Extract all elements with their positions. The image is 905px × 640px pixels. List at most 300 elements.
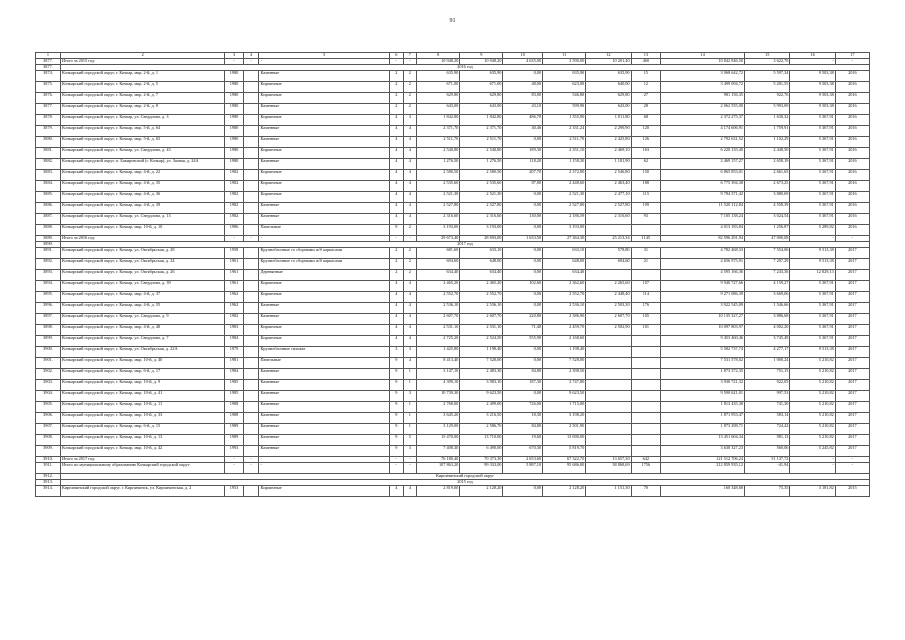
table-cell: 3 193,00 [460,225,503,236]
table-cell: 1 842,80 [460,115,503,126]
table-cell: 3 216,50 [460,413,503,424]
table-cell: 4 [403,281,417,292]
table-cell: Кочкарский городской округ, г. Кочкар, мкр. 6-й, д. 17 [60,369,225,380]
table-cell: 2 521,30 [460,192,503,203]
table-cell: 76 180,40 [417,457,460,463]
table-cell: 629,80 [586,93,631,104]
table-row [36,270,870,281]
table-cell: 635,90 [417,71,460,82]
table-cell: 2017 [835,413,869,424]
table-cell: 2 499,00 [460,402,503,413]
table-cell: 1961 [225,270,243,281]
table-cell: 2 425,80 [586,137,631,148]
table-cell: 5 367,91 [790,192,835,203]
table-cell: 3892. [36,259,61,270]
column-number-cell: 15 [745,53,790,59]
table-cell [243,413,259,424]
row-number-cell: 3877. [36,65,61,71]
table-cell: 2 062 555,00 [661,104,745,115]
section-label: 2015 год [60,480,869,486]
table-cell: 2016 [835,214,869,225]
table-cell: Каменные [259,214,389,225]
table-cell: 0,00 [503,137,543,148]
table-cell: 82 596 291,94 [661,236,745,242]
table-cell: 997,53 [745,391,790,402]
table-cell: Кочкарский городской округ, г. Кочкар, мкр. 5-й, д. 65 [60,137,225,148]
table-row [36,369,870,380]
section-label: 2017 год [60,242,869,248]
table-cell [243,402,259,413]
table-cell: 5 210,82 [790,435,835,446]
table-cell: - [403,457,417,463]
table-cell: Кочкарский городской округ, г. Кочкар, ул. Свердлова, д. 9 [60,314,225,325]
table-cell: 4 [403,292,417,303]
table-cell: Кочкарский городской округ, г. Кочкар, мкр. 4-й, д. 36 [60,192,225,203]
table-cell: 3914. [36,486,61,497]
table-cell: 220,80 [503,314,543,325]
table-cell: 1988 [225,413,243,424]
table-row [36,82,870,93]
table-cell: 212 859 935,12 [661,463,745,474]
table-cell: 633,10 [460,248,503,259]
table-cell: 1 759,91 [745,126,790,137]
table-cell: 207,70 [503,170,543,181]
table-cell: 84,80 [503,424,543,435]
table-cell: 9 623,50 [543,391,586,402]
table-cell: 0,00 [503,270,543,281]
table-cell: 2 386,90 [543,314,586,325]
table-cell: 2 586,70 [460,424,503,435]
table-cell: 1 355,90 [543,115,586,126]
table-cell: 0,00 [503,347,543,358]
table-cell: - [790,236,835,242]
table-cell: 3906. [36,413,61,424]
table-cell: 3877. [36,59,61,65]
table-cell: Кочкарский городской округ, г. Кочкар, ул. Свердлова, д. 43 [60,148,225,159]
table-cell: 4 [389,281,403,292]
table-cell: 2016 [835,203,869,214]
table-cell: 629,80 [417,93,460,104]
table-row [36,486,870,497]
table-cell: 741,30 [745,402,790,413]
table-cell: 4 595 166,36 [661,270,745,281]
table-row [36,424,870,435]
table-cell [631,413,661,424]
table-cell: 6 220 135,40 [661,148,745,159]
table-cell: 3893. [36,270,61,281]
table-row [36,71,870,82]
table-cell: 9 [389,435,403,446]
table-cell: Кочкарский городской округ, г. Кочкар, мкр. 4-й, д. 48 [60,325,225,336]
table-cell: 724,42 [745,424,790,435]
table-cell [631,380,661,391]
table-cell: 2 [389,82,403,93]
table-cell: 3 193,00 [417,225,460,236]
table-cell: Кочкарский городской округ, г. Кочкар, мкр. 4-й, д. 22 [60,170,225,181]
table-cell: 3876. [36,93,61,104]
column-number-cell: 14 [661,53,745,59]
table-cell: 635,90 [586,71,631,82]
table-cell: 694,60 [417,259,460,270]
table-cell [631,446,661,457]
table-cell: 694,60 [586,259,631,270]
table-cell: Кочкарский городской округ, г. Кочкар, мкр. 4-й, д. 55 [60,303,225,314]
table-cell [243,369,259,380]
table-cell: 2 186,59 [543,214,586,225]
table-cell: 2 546,80 [586,170,631,181]
table-cell: Кочкарский городской округ, г. Кочкар, мкр. 10-й, д. 9 [60,380,225,391]
table-cell: 2 448,50 [745,148,790,159]
table-cell: 3883. [36,170,61,181]
table-cell: 1979 [225,347,243,358]
table-cell: 2 819,00 [417,486,460,497]
table-cell: 2 459,70 [543,325,586,336]
table-cell: 12 [631,82,661,93]
table-cell: 4 [389,325,403,336]
table-cell: - [835,463,869,474]
table-cell: 15 [631,71,661,82]
table-cell: 3 745,49 [745,336,790,347]
table-cell [586,391,631,402]
table-cell: 3894. [36,281,61,292]
table-cell: 1989 [225,435,243,446]
table-cell: Кирпичные [259,181,389,192]
table-cell: 9 453 460,46 [661,336,745,347]
table-cell: 10 948,20 [417,59,460,65]
table-cell: 3902. [36,369,61,380]
table-cell: 2016 [835,192,869,203]
table-cell: 9 [389,413,403,424]
table-cell: 2 372 275,37 [661,115,745,126]
table-cell: Кирпичные [259,82,389,93]
table-cell: 635,90 [543,71,586,82]
table-cell: 105 [631,314,661,325]
table-cell: 67 322,70 [543,457,586,463]
table-cell: 1953 [225,486,243,497]
table-cell: 4 399,10 [417,380,460,391]
table-cell: Панельные [259,358,389,369]
table-cell: 2 [403,248,417,259]
table-cell: 2 527,80 [417,203,460,214]
table-cell: 634,40 [417,270,460,281]
table-cell: 2016 [835,71,869,82]
table-cell: 4 [389,292,403,303]
table-cell [243,203,259,214]
table-cell: 2016 [835,159,869,170]
table-cell [243,486,259,497]
table-cell [243,336,259,347]
table-cell [631,270,661,281]
table-cell: 681,60 [417,248,460,259]
table-cell: 9 784 371,42 [661,192,745,203]
table-cell: 2 527,80 [586,203,631,214]
table-cell: 2017 [835,446,869,457]
table-cell: 2 [403,225,417,236]
table-cell: Кочкарский городской округ, п. Бакировский (г. Кочкар), ул. Заовая, д. 24А [60,159,225,170]
table-cell: Итого за 2017 год: [60,457,225,463]
table-cell: 3 886,68 [745,314,790,325]
table-cell: 3 983,10 [460,380,503,391]
table-cell: 1980 [225,137,243,148]
table-row [36,259,870,270]
table-cell: 2 511,70 [460,137,503,148]
table-cell: 1982 [225,203,243,214]
table-cell: 2 535,60 [417,181,460,192]
table-cell: 7 528,00 [460,358,503,369]
table-cell: 1756 [631,463,661,474]
table-cell: Каменные [259,159,389,170]
table-cell: 1980 [225,115,243,126]
table-cell [243,303,259,314]
table-cell: 3 [389,347,403,358]
table-cell: 1 198,40 [460,347,503,358]
table-cell: 4 159,27 [745,281,790,292]
table-cell [586,347,631,358]
table-cell: 2 653,60 [503,457,543,463]
table-cell: 922,05 [745,380,790,391]
table-cell: Кирпичные [259,93,389,104]
table-cell [631,369,661,380]
table-cell: 1985 [225,391,243,402]
table-cell: 4 277,17 [745,347,790,358]
table-cell: 3900. [36,347,61,358]
table-cell: 2 531,10 [417,325,460,336]
table-cell: 3911. [36,463,61,474]
table-cell: 981,13 [745,435,790,446]
table-cell: 2 463,40 [586,181,631,192]
table-cell: 4 [389,148,403,159]
table-cell [631,336,661,347]
table-cell: 1982 [225,314,243,325]
table-cell: 5 289,82 [790,225,835,236]
table-cell [243,214,259,225]
table-cell: 5 245,82 [790,446,835,457]
table-cell: 2 [389,270,403,281]
table-cell: 0,00 [503,259,543,270]
table-cell: 2017 [835,259,869,270]
table-cell: 3889. [36,236,61,242]
table-cell [243,347,259,358]
table-cell: 9 503,38 [790,82,835,93]
table-cell: 2 [389,93,403,104]
table-cell: 2 673,25 [745,181,790,192]
table-cell: 121 512 706,24 [661,457,745,463]
table-cell: Кочкарский городской округ, г. Кочкар, мкр. 10-й, д. 40 [60,358,225,369]
table-cell: 10 948,20 [460,59,503,65]
table-cell: 4 [389,115,403,126]
table-cell: 2 465,20 [460,281,503,292]
table-cell [243,281,259,292]
table-cell: 5 210,82 [790,424,835,435]
table-cell: 1 276,50 [417,159,460,170]
table-cell: - [835,59,869,65]
table-cell: 3 [403,347,417,358]
table-cell: 1981 [225,358,243,369]
column-number-cell: 12 [586,53,631,59]
table-cell: 1961 [225,281,243,292]
table-cell: 4 [403,486,417,497]
table-cell: 28 693,00 [460,236,503,242]
table-cell: 5 367,91 [790,281,835,292]
table-row [36,137,870,148]
table-cell: 3908. [36,435,61,446]
table-cell: 5 367,91 [790,325,835,336]
table-cell: 12 829,13 [790,270,835,281]
table-row [36,303,870,314]
table-cell: 13 451 604,34 [661,435,745,446]
table-cell: Кочкарский городской округ, г. Кочкар, мкр. 10-й, д. 11 [60,402,225,413]
table-cell: 9 940 727,66 [661,281,745,292]
table-cell: - [225,236,243,242]
table-cell: 1980 [225,104,243,115]
table-cell: 1 [403,380,417,391]
table-cell: 107 863,20 [417,463,460,474]
table-cell: 2 372,80 [543,170,586,181]
table-cell: 5 367,91 [790,115,835,126]
table-cell: Кочкарский городской округ, г. Кочкар, ул. Свердлова, д. 3 [60,115,225,126]
table-cell: 3 922 545,09 [661,303,745,314]
table-cell: Кочкарский городской округ, г. Кочкар, ул. Свердлова, д. 39 [60,281,225,292]
table-row [36,325,870,336]
table-cell: 5 [403,435,417,446]
table-cell: 5 367,91 [790,137,835,148]
table-cell: 2 265,60 [586,281,631,292]
table-cell: 9 271 086,39 [661,292,745,303]
table-cell [243,71,259,82]
table-cell: 981 156,35 [661,93,745,104]
table-cell: 2 448,60 [543,181,586,192]
table-cell: 4 [403,336,417,347]
table-cell: 3898. [36,325,61,336]
table-cell: 5 367,91 [790,336,835,347]
table-cell: 599,90 [543,104,586,115]
table-cell: 578,80 [586,248,631,259]
table-cell: 1 871 953,47 [661,413,745,424]
table-cell: 2017 [835,248,869,259]
table-cell: 3879. [36,126,61,137]
table-cell: 2016 [835,126,869,137]
table-cell: 3 129,00 [417,424,460,435]
table-cell: - [389,59,403,65]
table-cell: 1 715,00 [543,402,586,413]
table-cell: 2016 [835,104,869,115]
table-cell: 1982 [225,181,243,192]
table-cell: 1 873 298,71 [661,424,745,435]
table-cell: 3 181,82 [790,486,835,497]
table-cell: 2 316,60 [460,214,503,225]
table-cell: 2 536,10 [417,303,460,314]
table-cell: 2 362,60 [543,281,586,292]
table-cell: 2 [403,82,417,93]
table-cell: 9 [389,380,403,391]
table-row [36,214,870,225]
table-cell: 1980 [225,148,243,159]
table-cell: - [790,457,835,463]
table-cell: 3 [403,446,417,457]
table-cell: 2 371,70 [417,126,460,137]
table-cell: 4 002,20 [745,325,790,336]
table-cell: - [243,236,259,242]
table-cell: Кирпичные [259,281,389,292]
table-cell: 4 [389,170,403,181]
table-cell: 1 630,32 [745,115,790,126]
table-cell: Кочкарский городской округ, г. Кочкар, мкр. 5-й, д. 64 [60,126,225,137]
table-cell: 1982 [225,214,243,225]
table-cell: Кочкарский городской округ, г. Кочкар, мкр. 4-й, д. 37 [60,292,225,303]
table-cell: 634,40 [543,270,586,281]
table-cell: 3885. [36,192,61,203]
table-cell: 2 316,60 [586,214,631,225]
table-cell: 18,30 [503,413,543,424]
table-cell: 9 [389,446,403,457]
table-cell: 634,40 [460,270,503,281]
table-cell: 1986 [225,225,243,236]
table-cell: 95 686,00 [543,463,586,474]
table-cell: 3877. [36,104,61,115]
table-cell: 640,00 [586,82,631,93]
table-cell: 9 513,38 [790,248,835,259]
table-cell: 3 645,20 [417,413,460,424]
table-row [36,93,870,104]
table-cell: 1958 [225,248,243,259]
table-cell: Каменные [259,413,389,424]
table-cell: - [243,59,259,65]
table-cell: 4 558,39 [745,203,790,214]
table-cell: 5 367,91 [790,181,835,192]
table-cell: 10 201,40 [586,59,631,65]
table-cell: 2 511,70 [417,137,460,148]
table-cell: 2 [403,93,417,104]
column-number-cell: 4 [243,53,259,59]
table-cell: 1982 [225,192,243,203]
table-cell: 83,00 [503,93,543,104]
table-cell: - [790,463,835,474]
table-cell: Панельные [259,225,389,236]
table-cell: - [259,236,389,242]
table-cell: 5 210,82 [790,413,835,424]
table-cell: 2 607,70 [417,314,460,325]
table-cell: 2 128,20 [460,486,503,497]
table-row [36,225,870,236]
table-cell [243,126,259,137]
table-cell: 2 521,30 [417,192,460,203]
table-cell: 3 198,20 [543,413,586,424]
table-cell [586,369,631,380]
table-cell: 2 580,50 [417,170,460,181]
table-cell: - [403,59,417,65]
table-cell [631,391,661,402]
table-cell: Крупноблочные со сборными ж/б каркасами [259,248,389,259]
table-cell [243,435,259,446]
table-cell: 0,00 [503,358,543,369]
table-cell: Каменные [259,380,389,391]
table-cell [243,314,259,325]
table-cell: 109 [631,203,661,214]
column-number-cell: 8 [417,53,460,59]
table-cell: 25 213,34 [586,236,631,242]
table-cell: 623,00 [543,82,586,93]
table-cell: Кирпичные [259,336,389,347]
table-cell [586,413,631,424]
table-cell: 3882. [36,159,61,170]
table-cell: 3897. [36,314,61,325]
table-cell: 2 502,90 [586,325,631,336]
table-cell: 2016 [835,137,869,148]
table-cell: Кочкарский городской округ, г. Кочкар, мкр. 10-й, д. 13 [60,435,225,446]
table-cell: 4 [403,358,417,369]
table-cell: 2 [403,104,417,115]
table-cell: Кирпичные [259,192,389,203]
